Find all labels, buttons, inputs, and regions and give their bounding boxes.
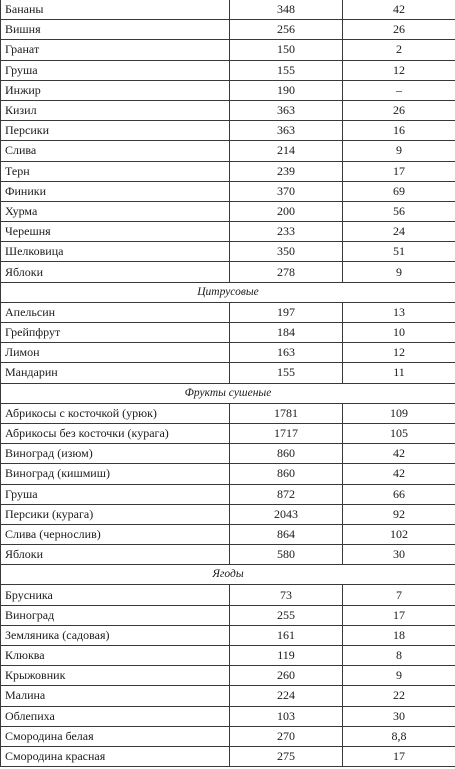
table-row: [1, 100, 455, 120]
table-row: [1, 605, 455, 625]
table-row: [1, 524, 455, 544]
section-title: Цитрусовые: [1, 282, 455, 302]
table-row: [1, 222, 455, 242]
product-name-cell: Малина: [1, 686, 230, 706]
section-title: Фрукты сушеные: [1, 383, 455, 403]
product-name-cell: Черешня: [1, 222, 230, 242]
value-cell-2: 18: [343, 625, 455, 645]
value-cell-1: 2043: [230, 504, 343, 524]
value-cell-2: 42: [343, 0, 455, 20]
table-row: [1, 323, 455, 343]
value-cell-1: 239: [230, 161, 343, 181]
product-name-cell: Яблоки: [1, 545, 230, 565]
value-cell-2: 13: [343, 302, 455, 322]
table-row: [1, 262, 455, 282]
product-name-cell: Абрикосы без косточки (курага): [1, 423, 230, 443]
value-cell-1: 197: [230, 302, 343, 322]
value-cell-2: 51: [343, 242, 455, 262]
table-row: [1, 706, 455, 726]
product-name-cell: Слива (чернослив): [1, 524, 230, 544]
table-row: [1, 201, 455, 221]
value-cell-1: 256: [230, 20, 343, 40]
product-name-cell: Виноград: [1, 605, 230, 625]
product-name-cell: Земляника (садовая): [1, 625, 230, 645]
product-name-cell: Лимон: [1, 343, 230, 363]
value-cell-2: 56: [343, 201, 455, 221]
value-cell-1: 190: [230, 80, 343, 100]
product-name-cell: Персики (курага): [1, 504, 230, 524]
value-cell-1: 103: [230, 706, 343, 726]
value-cell-2: 17: [343, 746, 455, 766]
product-name-cell: Крыжовник: [1, 666, 230, 686]
value-cell-1: 363: [230, 121, 343, 141]
table-row: [1, 343, 455, 363]
value-cell-2: 2: [343, 40, 455, 60]
value-cell-1: 1781: [230, 403, 343, 423]
value-cell-1: 1717: [230, 423, 343, 443]
product-name-cell: Виноград (изюм): [1, 444, 230, 464]
value-cell-2: 9: [343, 262, 455, 282]
value-cell-2: 30: [343, 706, 455, 726]
value-cell-1: 860: [230, 464, 343, 484]
section-title: Ягоды: [1, 565, 455, 585]
table-row: [1, 161, 455, 181]
product-name-cell: Брусника: [1, 585, 230, 605]
value-cell-1: 270: [230, 726, 343, 746]
value-cell-2: 109: [343, 403, 455, 423]
value-cell-2: 17: [343, 161, 455, 181]
value-cell-1: 860: [230, 444, 343, 464]
product-name-cell: Кизил: [1, 100, 230, 120]
product-name-cell: Груша: [1, 60, 230, 80]
value-cell-1: 350: [230, 242, 343, 262]
value-cell-2: 105: [343, 423, 455, 443]
value-cell-1: 233: [230, 222, 343, 242]
value-cell-1: 348: [230, 0, 343, 20]
product-name-cell: Финики: [1, 181, 230, 201]
value-cell-2: 30: [343, 545, 455, 565]
table-row: [1, 464, 455, 484]
product-name-cell: Инжир: [1, 80, 230, 100]
value-cell-2: 42: [343, 444, 455, 464]
value-cell-1: 163: [230, 343, 343, 363]
product-name-cell: Хурма: [1, 201, 230, 221]
section-header-row: [1, 565, 455, 585]
table-row: [1, 625, 455, 645]
table-row: [1, 423, 455, 443]
table-row: [1, 0, 455, 20]
value-cell-2: 7: [343, 585, 455, 605]
value-cell-1: 864: [230, 524, 343, 544]
value-cell-1: 214: [230, 141, 343, 161]
product-name-cell: Вишня: [1, 20, 230, 40]
value-cell-1: 370: [230, 181, 343, 201]
table-row: [1, 666, 455, 686]
table-row: [1, 646, 455, 666]
value-cell-2: 9: [343, 141, 455, 161]
table-row: [1, 484, 455, 504]
value-cell-1: 155: [230, 363, 343, 383]
product-name-cell: Смородина красная: [1, 746, 230, 766]
table-row: [1, 80, 455, 100]
value-cell-1: 260: [230, 666, 343, 686]
product-name-cell: Апельсин: [1, 302, 230, 322]
value-cell-1: 161: [230, 625, 343, 645]
value-cell-1: 200: [230, 201, 343, 221]
value-cell-1: 275: [230, 746, 343, 766]
table-row: [1, 363, 455, 383]
table-row: [1, 403, 455, 423]
value-cell-2: –: [343, 80, 455, 100]
value-cell-2: 16: [343, 121, 455, 141]
value-cell-1: 184: [230, 323, 343, 343]
section-header-row: [1, 383, 455, 403]
product-name-cell: Шелковица: [1, 242, 230, 262]
value-cell-2: 42: [343, 464, 455, 484]
product-name-cell: Персики: [1, 121, 230, 141]
table-row: [1, 585, 455, 605]
product-name-cell: Абрикосы с косточкой (урюк): [1, 403, 230, 423]
product-name-cell: Бананы: [1, 0, 230, 20]
value-cell-2: 26: [343, 20, 455, 40]
value-cell-2: 10: [343, 323, 455, 343]
value-cell-2: 102: [343, 524, 455, 544]
value-cell-2: 24: [343, 222, 455, 242]
value-cell-1: 363: [230, 100, 343, 120]
value-cell-2: 12: [343, 60, 455, 80]
product-name-cell: Терн: [1, 161, 230, 181]
value-cell-2: 11: [343, 363, 455, 383]
value-cell-2: 9: [343, 666, 455, 686]
value-cell-2: 92: [343, 504, 455, 524]
table-row: [1, 686, 455, 706]
product-name-cell: Гранат: [1, 40, 230, 60]
value-cell-1: 155: [230, 60, 343, 80]
value-cell-1: 255: [230, 605, 343, 625]
table-row: [1, 545, 455, 565]
value-cell-1: 278: [230, 262, 343, 282]
product-name-cell: Грейпфрут: [1, 323, 230, 343]
value-cell-2: 26: [343, 100, 455, 120]
value-cell-2: 69: [343, 181, 455, 201]
table-row: [1, 40, 455, 60]
value-cell-2: 22: [343, 686, 455, 706]
value-cell-2: 8,8: [343, 726, 455, 746]
table-row: [1, 181, 455, 201]
table-row: [1, 20, 455, 40]
table-row: [1, 141, 455, 161]
product-name-cell: Яблоки: [1, 262, 230, 282]
product-name-cell: Клюква: [1, 646, 230, 666]
value-cell-1: 580: [230, 545, 343, 565]
value-cell-2: 17: [343, 605, 455, 625]
value-cell-2: 12: [343, 343, 455, 363]
value-cell-1: 224: [230, 686, 343, 706]
product-name-cell: Смородина белая: [1, 726, 230, 746]
product-name-cell: Мандарин: [1, 363, 230, 383]
value-cell-1: 73: [230, 585, 343, 605]
value-cell-2: 8: [343, 646, 455, 666]
table-row: [1, 121, 455, 141]
table-row: [1, 302, 455, 322]
table-row: [1, 242, 455, 262]
product-name-cell: Слива: [1, 141, 230, 161]
value-cell-2: 66: [343, 484, 455, 504]
table-row: [1, 746, 455, 766]
table-row: [1, 444, 455, 464]
product-name-cell: Виноград (кишмиш): [1, 464, 230, 484]
table-row: [1, 60, 455, 80]
table-row: [1, 504, 455, 524]
product-name-cell: Груша: [1, 484, 230, 504]
section-header-row: [1, 282, 455, 302]
value-cell-1: 119: [230, 646, 343, 666]
value-cell-1: 150: [230, 40, 343, 60]
product-name-cell: Облепиха: [1, 706, 230, 726]
table-body: [1, 0, 455, 767]
value-cell-1: 872: [230, 484, 343, 504]
table-row: [1, 726, 455, 746]
